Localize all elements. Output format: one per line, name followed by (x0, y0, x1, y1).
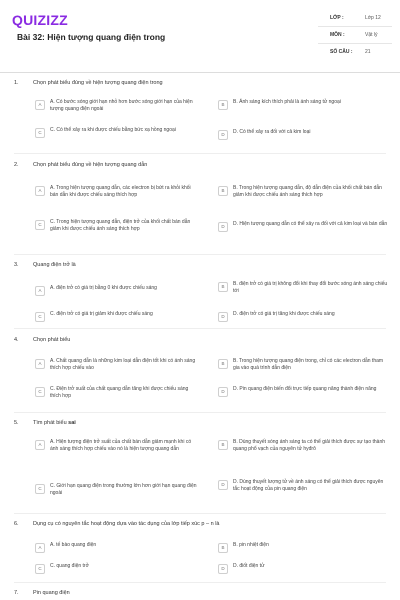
option-letter: B (218, 186, 228, 196)
divider (14, 254, 386, 255)
option-text: B. pin nhiệt điện (233, 542, 269, 548)
option-text: C. Có thể xảy ra khi được chiếu bằng bức xạ hồng ngoại (50, 127, 176, 133)
option-text: A. tế bào quang điện (50, 542, 97, 548)
option-text: D. Hiện tượng quang dẫn có thể xảy ra đối với cả kim loại và bán dẫn (233, 221, 388, 227)
option-letter: C (35, 312, 45, 322)
option-text: B. Trong hiện tượng quang dẫn, độ dẫn điện của khối chất bán dẫn giảm khi được chiếu ánh sáng thích hợp (233, 185, 382, 198)
question-number: 7. (14, 590, 19, 596)
meta-row-class (318, 10, 392, 27)
option-letter: B (218, 440, 228, 450)
question-number: 4. (14, 337, 19, 343)
option-letter: A (35, 359, 45, 369)
meta-value: 21 (365, 49, 371, 55)
option-letter: D (218, 387, 228, 397)
question-text: Pin quang điện (33, 590, 70, 596)
option-text: B. Ánh sáng kích thích phải là ánh sáng tử ngoại (233, 99, 341, 105)
option-letter: D (218, 312, 228, 322)
question-text-emphasis: sai (68, 420, 76, 426)
option-letter: C (35, 484, 45, 494)
meta-row-count (318, 44, 392, 60)
option-text: A. Trong hiện tượng quang dẫn, các electron bị bứt ra khỏi khối bán dẫn khi được chiếu sáng thích hợp (50, 185, 191, 198)
option-text: D. điốt điện tử (233, 563, 265, 569)
meta-value: Vật lý (365, 32, 378, 38)
option-letter: D (218, 480, 228, 490)
option-letter: B (218, 282, 228, 292)
option-text: D. Dùng thuyết lượng tử về ánh sáng có thể giải thích được nguyên tắc hoạt động của pin quang điện (233, 479, 384, 492)
meta-panel (318, 10, 392, 60)
option-text: C. Trong hiện tượng quang dẫn, điện trở của khối chất bán dẫn giảm khi được chiếu ánh sáng thích hợp (50, 219, 191, 232)
question-text (33, 420, 76, 426)
option-text: B. Dùng thuyết sóng ánh sáng ta có thể giải thích được sự tạo thành quang phổ vạch của nguyên tử hyđrô (233, 439, 386, 452)
option-text: A. Chất quang dẫn là những kim loại dẫn điện tốt khi có ánh sáng thích hợp chiếu vào (50, 358, 196, 371)
option-letter: B (218, 359, 228, 369)
option-letter: D (218, 130, 228, 140)
option-text: A. điện trở có giá trị bằng 0 khi được chiếu sáng (50, 285, 157, 291)
question-text: Chọn phát biểu (33, 337, 71, 343)
option-text: B. điện trở có giá trị không đổi khi thay đổi bước sóng ánh sáng chiếu tới (233, 281, 388, 294)
divider (14, 153, 386, 154)
question-text: Chọn phát biểu đúng về hiện tượng quang dẫn (33, 162, 148, 168)
meta-label: MÔN : (330, 32, 345, 38)
option-text: C. quang điện trở (50, 563, 89, 569)
question-number: 2. (14, 162, 19, 168)
question-number: 5. (14, 420, 19, 426)
question-text-main: Tìm phát biểu (33, 420, 69, 426)
divider (14, 412, 386, 413)
meta-value: Lớp 12 (365, 15, 381, 21)
option-letter: C (35, 564, 45, 574)
meta-row-subject (318, 27, 392, 44)
divider (14, 328, 386, 329)
question-number: 3. (14, 262, 19, 268)
option-letter: C (35, 128, 45, 138)
option-letter: D (218, 222, 228, 232)
question-text: Chọn phát biểu đúng về hiện tượng quang điện trong (33, 80, 163, 86)
quizizz-logo: QUIZIZZ (12, 12, 68, 28)
option-letter: C (35, 220, 45, 230)
option-letter: A (35, 186, 45, 196)
option-text: B. Trong hiện tượng quang điện trong, chỉ có các electron dẫn tham gia vào quá trình dẫn điện (233, 358, 384, 371)
divider (14, 513, 386, 514)
option-text: D. Pin quang điện biến đổi trực tiếp quang năng thành điện năng (233, 386, 377, 392)
meta-label: LỚP : (330, 15, 344, 21)
option-text: C. điện trở có giá trị giảm khi được chiếu sáng (50, 311, 153, 317)
option-text: C. Điện trở suất của chất quang dẫn tăng khi được chiếu sáng thích hợp (50, 386, 189, 399)
worksheet-header (0, 0, 400, 73)
meta-label: SỐ CÂU : (330, 49, 353, 55)
question-text: Quang điện trở là (33, 262, 76, 268)
option-letter: A (35, 286, 45, 296)
question-text: Dụng cụ có nguyên tắc hoạt động dựa vào tác dụng của lớp tiếp xúc p – n là (33, 521, 220, 527)
option-text: D. Có thể xảy ra đối với cả kim loại (233, 129, 311, 135)
option-letter: A (35, 100, 45, 110)
option-letter: A (35, 440, 45, 450)
option-letter: B (218, 100, 228, 110)
option-letter: C (35, 387, 45, 397)
option-text: A. Hiện tượng điện trở suất của chất bán dẫn giảm mạnh khi có ánh sáng thích hợp chiếu vào nó là hiện tượng quang dẫn (50, 439, 192, 452)
option-letter: B (218, 543, 228, 553)
option-letter: A (35, 543, 45, 553)
page-title: Bài 32: Hiện tượng quang điện trong (17, 32, 166, 42)
question-number: 1. (14, 80, 19, 86)
option-text: D. điện trở có giá trị tăng khi được chiếu sáng (233, 311, 335, 317)
option-letter: D (218, 564, 228, 574)
divider (14, 582, 386, 583)
question-number: 6. (14, 521, 19, 527)
option-text: C. Giới hạn quang điện trong thường lớn hơn giới hạn quang điện ngoài (50, 483, 197, 496)
option-text: A. Có bước sóng giới hạn nhỏ hơn bước sóng giới hạn của hiện tượng quang điện ngoài (50, 99, 193, 112)
